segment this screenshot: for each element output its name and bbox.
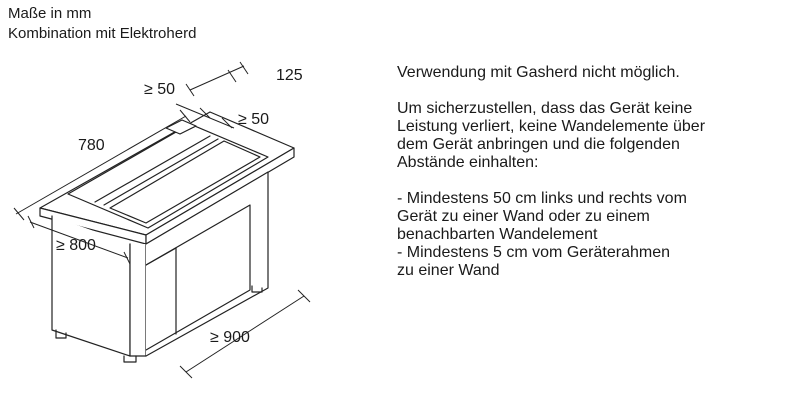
requirement-1-line-2: Gerät zu einer Wand oder zu einem — [397, 208, 650, 225]
combination-label: Kombination mit Elektroherd — [8, 25, 197, 42]
requirement-2-line-2: zu einer Wand — [397, 262, 500, 279]
requirement-1-line-3: benachbarten Wandelement — [397, 226, 598, 243]
right-clearance-label: ≥ 50 — [238, 111, 270, 128]
intro-line-4: Abstände einhalten: — [397, 154, 539, 171]
installation-notes — [397, 64, 797, 280]
top-depth-label: ≥ 50 — [144, 81, 176, 98]
intro-line-1: Um sicherzustellen, dass das Gerät keine — [397, 100, 693, 117]
requirement-2-line-1: - Mindestens 5 cm vom Geräterahmen — [397, 244, 670, 261]
requirement-1-line-1: - Mindestens 50 cm links und rechts vom — [397, 190, 687, 207]
units-label: Maße in mm — [8, 5, 92, 22]
gas-warning: Verwendung mit Gasherd nicht möglich. — [397, 64, 680, 81]
intro-line-2: Leistung verliert, keine Wandelemente über — [397, 118, 706, 135]
intro-line-3: dem Gerät anbringen und die folgenden — [397, 136, 680, 153]
depth-label: 780 — [78, 137, 105, 154]
niche-height-label: ≥ 800 — [56, 237, 96, 254]
niche-width-label: ≥ 900 — [210, 329, 250, 346]
top-right-offset-label: 125 — [276, 67, 303, 84]
top-clearance-dimension-line — [186, 62, 248, 96]
